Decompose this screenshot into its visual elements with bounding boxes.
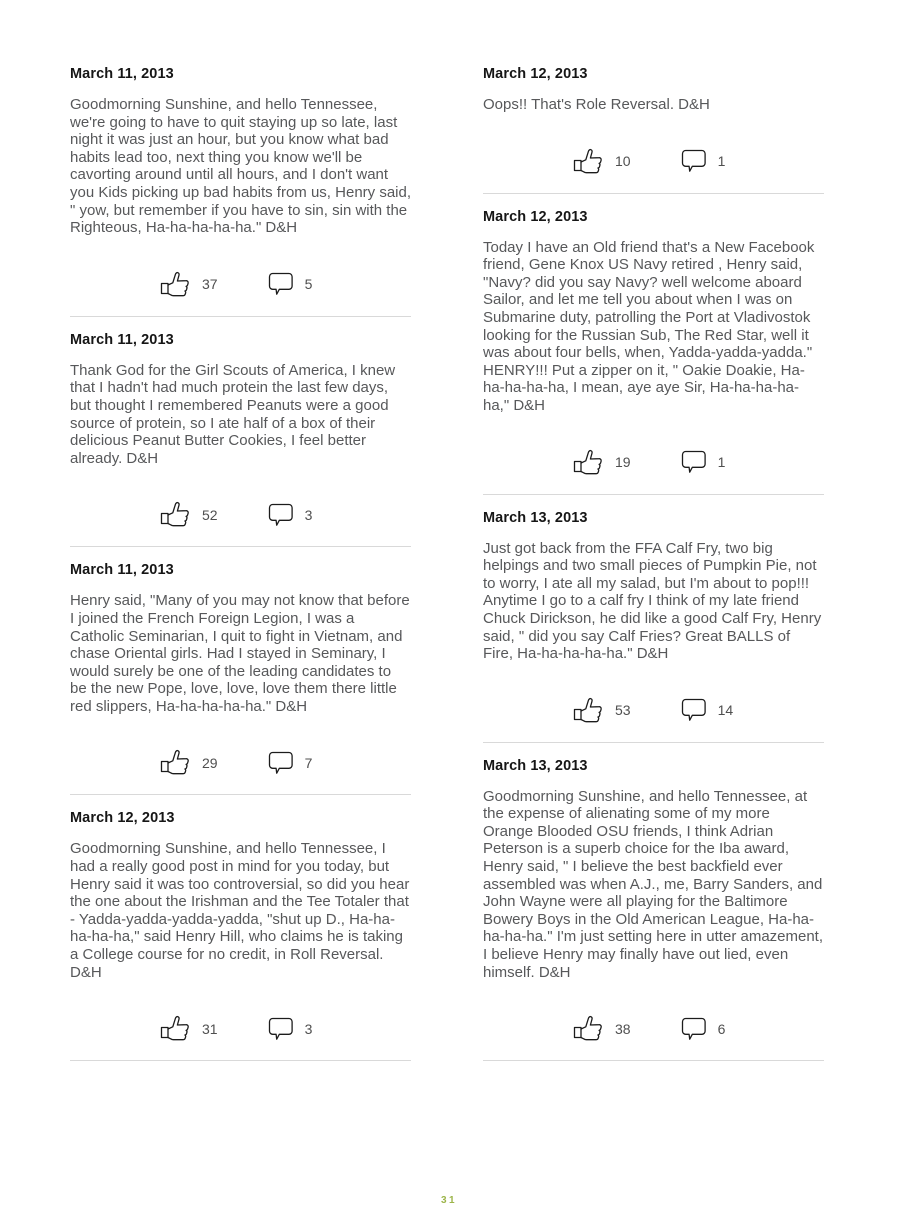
post-date: March 12, 2013	[483, 208, 588, 225]
left-column	[70, 66, 411, 1061]
like-stat	[573, 1014, 631, 1043]
comment-bubble-icon	[681, 450, 707, 474]
like-count: 19	[615, 454, 631, 471]
post-date: March 13, 2013	[483, 757, 588, 774]
post-stats	[483, 696, 824, 725]
post-stats	[70, 1014, 411, 1043]
like-stat	[160, 748, 218, 777]
post	[70, 66, 411, 317]
post-body: Henry said, "Many of you may not know that before I joined the French Foreign Legion, I was a Catholic Seminarian, I quit to fight in Vietnam, and chase Oriental girls. Had I stayed in Seminary, I would surely be one of the leading candidates to be the new Pope, love, love, love them there little red slippers, Ha-ha-ha-ha-ha." D&H	[70, 592, 410, 715]
like-count: 37	[202, 276, 218, 293]
comment-bubble-icon	[681, 1017, 707, 1041]
comment-count: 14	[717, 702, 734, 719]
like-count: 29	[202, 754, 218, 771]
comment-stat	[268, 272, 313, 296]
comment-bubble-icon	[268, 1017, 294, 1041]
post-body: Goodmorning Sunshine, and hello Tennessee, at the expense of alienating some of my more Orange Blooded OSU friends, I think Adrian Peterson is a superb choice for the Iba award, Henry said, " I believe the best backfield ever assembled was when A.J., me, Barry Sanders, and John Wayne were all playing for the Baltimore Bowery Boys in the Old American League, Ha-ha-ha-ha-ha." I'm just setting here in utter amazement, I believe Henry may finally have out lied, even himself. D&H	[483, 787, 824, 981]
post	[483, 66, 824, 194]
like-stat	[573, 448, 631, 477]
post-stats	[70, 748, 411, 777]
post-body: Today I have an Old friend that's a New Facebook friend, Gene Knox US Navy retired , Henry said, "Navy? did you say Navy? well welcome aboard Sailor, and let me tell you about when I was on Submarine duty, patrolling the Port at Vladivostok looking for the Russian Sub, The Red Star, well it was about four bells, when, Yadda-yadda-yadda." HENRY!!! Put a zipper on it, " Oakie Doakie, Ha-ha-ha-ha-ha, I mean, aye aye Sir, Ha-ha-ha-ha-ha," D&H	[483, 238, 815, 414]
comment-count: 6	[717, 1020, 726, 1037]
comment-count: 7	[304, 754, 313, 771]
comment-bubble-icon	[268, 272, 294, 296]
thumbs-up-icon	[160, 748, 191, 777]
like-stat	[573, 147, 631, 176]
thumbs-up-icon	[573, 1014, 604, 1043]
comment-bubble-icon	[681, 149, 707, 173]
thumbs-up-icon	[573, 147, 604, 176]
post-stats	[483, 448, 824, 477]
comment-count: 3	[304, 506, 313, 523]
post-stats	[483, 147, 824, 176]
like-count: 53	[615, 702, 631, 719]
like-stat	[573, 696, 631, 725]
comment-stat	[268, 503, 313, 527]
like-stat	[160, 270, 218, 299]
post-date: March 11, 2013	[70, 331, 174, 348]
like-count: 10	[615, 153, 631, 170]
post	[483, 495, 824, 743]
like-count: 52	[202, 506, 218, 523]
comment-count: 5	[304, 276, 313, 293]
thumbs-up-icon	[160, 1014, 191, 1043]
like-count: 31	[202, 1020, 218, 1037]
comment-stat	[681, 149, 726, 173]
post-stats	[70, 270, 411, 299]
comment-bubble-icon	[268, 503, 294, 527]
post-date: March 13, 2013	[483, 509, 588, 526]
post-date: March 11, 2013	[70, 66, 174, 82]
comment-stat	[681, 1017, 726, 1041]
thumbs-up-icon	[573, 448, 604, 477]
comment-stat	[681, 450, 726, 474]
post-body: Goodmorning Sunshine, and hello Tennessee, we're going to have to quit staying up so late, last night it was just an hour, but you know what bad habits lead too, next thing you know we'll be cavorting around until all hours, and I don't want you Kids picking up bad habits from us, Henry said, " yow, but remember if you have to sin, sin with the Righteous, Ha-ha-ha-ha-ha." D&H	[70, 96, 412, 237]
thumbs-up-icon	[573, 696, 604, 725]
post-body: Oops!! That's Role Reversal. D&H	[483, 96, 710, 113]
comment-count: 3	[304, 1020, 313, 1037]
post-body: Just got back from the FFA Calf Fry, two big helpings and two small pieces of Pumpkin Pie, not to worry, I ate all my salad, but I'm about to pop!!! Anytime I go to a calf fry I think of my late friend Chuck Dirickson, he did like a good Calf Fry, Henry said, " did you say Calf Fries? Great BALLS of Fire, Ha-ha-ha-ha-ha." D&H	[483, 539, 822, 663]
like-stat	[160, 1014, 218, 1043]
post-body: Thank God for the Girl Scouts of America, I knew that I hadn't had much protein the last few days, but thought I remembered Peanuts were a good source of protein, so I ate half of a box of their delicious Peanut Butter Cookies, I feel better already. D&H	[70, 361, 396, 467]
comment-bubble-icon	[681, 698, 707, 722]
post	[483, 743, 824, 1062]
post-stats	[70, 500, 411, 529]
post-date: March 11, 2013	[70, 562, 174, 579]
comment-bubble-icon	[268, 751, 294, 775]
comment-count: 1	[717, 454, 726, 471]
right-column	[483, 66, 824, 1061]
thumbs-up-icon	[160, 500, 191, 529]
post	[70, 795, 411, 1061]
post-date: March 12, 2013	[483, 66, 588, 82]
post	[70, 547, 411, 795]
comment-stat	[268, 751, 313, 775]
page-number: 31	[440, 1195, 458, 1206]
post-body: Goodmorning Sunshine, and hello Tennessee, I had a really good post in mind for you today, but Henry said it was too controversial, so did you hear the one about the Irishman and the Tee Totaler that - Yadda-yadda-yadda-yadda, "shut up D., Ha-ha-ha-ha-ha," said Henry Hill, who claims he is taking a College course for no credit, in Roll Reversal. D&H	[70, 840, 410, 981]
thumbs-up-icon	[160, 270, 191, 299]
post	[70, 317, 411, 548]
post-stats	[483, 1014, 824, 1043]
comment-stat	[268, 1017, 313, 1041]
like-count: 38	[615, 1020, 631, 1037]
comment-count: 1	[717, 153, 726, 170]
post-date: March 12, 2013	[70, 810, 175, 827]
like-stat	[160, 500, 218, 529]
comment-stat	[681, 698, 734, 722]
post	[483, 194, 824, 495]
